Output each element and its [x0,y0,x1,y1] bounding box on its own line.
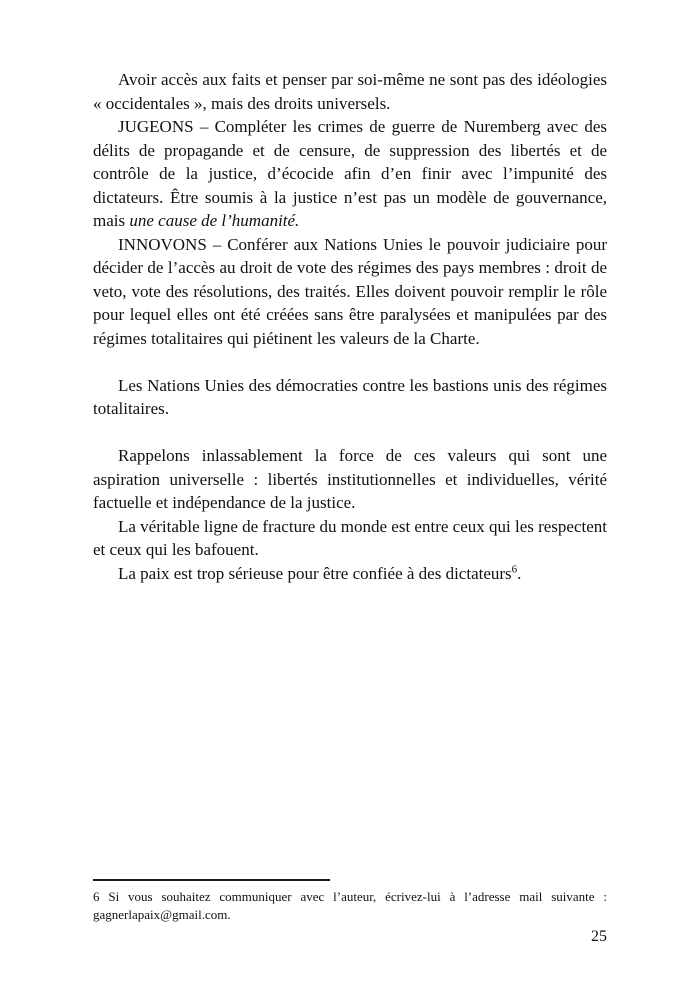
paragraph-jugeons [93,115,607,233]
page-number: 25 [591,928,607,945]
page-body [93,68,607,585]
paragraph-text: Les Nations Unies des démocraties contre les bastions unis des régimes totalitaires. [93,375,607,418]
page-footer [93,879,607,946]
paragraph-text: Rappelons inlassablement la force de ces valeurs qui sont une aspiration universelle : libertés institutionnelles et individuelles, vérité factuelle et indépendance de la justice. [93,446,607,512]
footnote [93,888,607,923]
paragraph-text: Avoir accès aux faits et penser par soi-même ne sont pas des idéologies « occidentales », mais des droits universels. [93,70,607,113]
paragraph-text: INNOVONS – Conférer aux Nations Unies le pouvoir judiciaire pour décider de l’accès au droit de vote des régimes des pays membres : droit de veto, vote des résolutions, des traités. Elles doivent pouvoir remplir le rôle pour lequel elles ont été créées sans être paralysées et manipulées par des régimes totalitaires qui piétinent les valeurs de la Charte. [93,234,607,348]
paragraph-la-paix [93,562,607,586]
footnote-reference: 6 [511,562,518,575]
paragraph-text: La véritable ligne de fracture du monde est entre ceux qui les respectent et ceux qui les bafouent. [93,516,608,559]
paragraph-text: La paix est trop sérieuse pour être confiée à des dictateurs [118,563,512,583]
paragraph-intro [93,68,607,115]
paragraph-rappelons [93,444,607,515]
footnote-separator [93,879,330,881]
footnote-text-line-2: gagnerlapaix@gmail.com. [93,906,231,922]
footnote-text-line-1: 6 Si vous souhaitez communiquer avec l’auteur, écrivez-lui à l’adresse mail suivante : [93,889,607,904]
paragraph-text: . [517,563,522,583]
paragraph-nations-unies [93,374,607,421]
paragraph-ligne-de-fracture [93,515,607,562]
paragraph-text-italic: une cause de l’humanité. [129,211,300,230]
paragraph-text: JUGEONS – Compléter les crimes de guerre de Nuremberg avec des délits de propagande et de censure, de suppression des libertés et de contrôle de la justice, d’écocide afin d’en finir avec l’impunité des dictateurs. Être soumis à la justice n’est pas un modèle de gouvernance, mais [93,117,607,230]
paragraph-innovons [93,233,607,351]
